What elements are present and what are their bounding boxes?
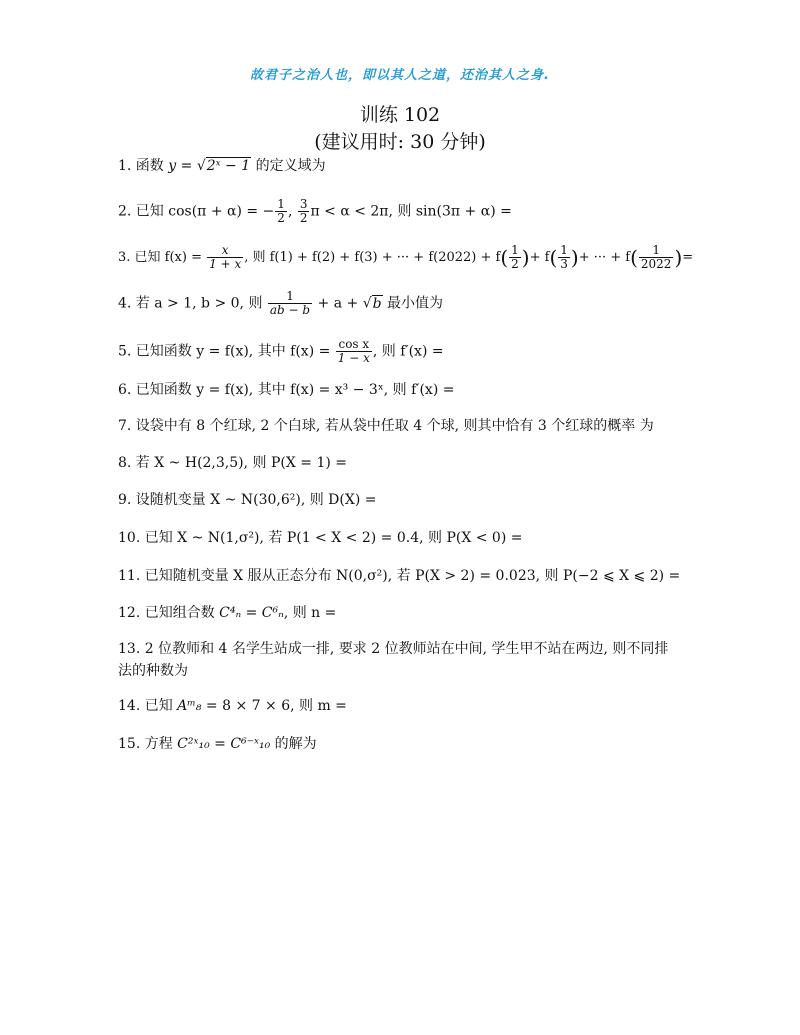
fraction: $\frac{1}{2}$ [511, 243, 519, 271]
question-text: , [287, 203, 297, 220]
fraction: $\frac{1}{ab - b}$ [269, 289, 311, 317]
page-subtitle: (建议用时: 30 分钟) [314, 131, 486, 153]
question-text: π < α < 2π, 则 sin(3π + α) = [310, 203, 512, 220]
question-text: 2. 已知 cos(π + α) = − [118, 203, 275, 220]
question-13: 13. 2 位教师和 4 名学生站成一排, 要求 2 位教师站在中间, 学生甲不站在两边, 则不同排法的种数为 [118, 641, 669, 679]
question-10: 10. 已知 X ~ N(1,σ²), 若 P(1 < X < 2) = 0.4, 则 P(X < 0) = [118, 530, 523, 546]
sqrt-radicand: 2ˣ − 1 [206, 158, 251, 174]
question-text: , 则 f(1) + f(2) + f(3) + ··· + f(2022) + f [244, 250, 501, 265]
question-7: 7. 设袋中有 8 个红球, 2 个白球, 若从袋中任取 4 个球, 则其中恰有 3 个红球的概率 为 [118, 418, 654, 434]
math-expr: C⁴ₙ = C⁶ₙ [219, 605, 284, 621]
question-15 [118, 734, 678, 754]
question-text: 的解为 [270, 736, 317, 752]
question-text: 12. 已知组合数 [118, 605, 220, 621]
fraction: $\frac{x}{1 + x}$ [209, 243, 242, 271]
question-9: 9. 设随机变量 X ~ N(30,6²), 则 D(X) = [118, 492, 377, 508]
question-text: 4. 若 a > 1, b > 0, 则 [118, 295, 267, 312]
question-8: 8. 若 X ~ H(2,3,5), 则 P(X = 1) = [118, 455, 347, 471]
question-2 [118, 198, 678, 225]
fraction: $\frac{\text{cos x}}{1 - x}$ [337, 337, 370, 365]
fraction: $\frac{3}{2}$ [299, 197, 308, 225]
question-text: 1. 函数 [118, 158, 169, 174]
fraction: $\frac{1}{2}$ [277, 197, 285, 225]
page-title: 训练 102 [359, 104, 441, 126]
math-expr: + ··· + f [578, 250, 631, 265]
question-4: 4. 若 a > 1, b > 0, 则 $\frac{1}{ab - b}$ + a + √b 最小值为 [118, 289, 444, 317]
question-text: 最小值为 [382, 295, 444, 312]
question-text: , 则 f′(x) = [372, 343, 444, 360]
question-text: 14. 已知 [118, 698, 178, 714]
header-motto: 故君子之治人也，即以其人之道，还治其人之身. [250, 68, 550, 83]
fraction: $\frac{1}{3}$ [560, 243, 568, 271]
question-text: 3. 已知 f(x) = [118, 250, 207, 265]
math-expr: y = [168, 158, 197, 174]
question-text: 的定义域为 [251, 158, 326, 174]
question-text: = [682, 250, 694, 265]
question-text: + a + [313, 295, 363, 312]
question-11: 11. 已知随机变量 X 服从正态分布 N(0,σ²), 若 P(X > 2) = 0.023, 则 P(−2 ⩽ X ⩽ 2) = [118, 568, 681, 584]
question-text: 5. 已知函数 y = f(x), 其中 f(x) = [118, 343, 335, 360]
question-text: = 8 × 7 × 6, 则 m = [201, 698, 347, 714]
question-5 [118, 338, 678, 365]
math-expr: C²ˣ₁₀ = C⁶⁻ˣ₁₀ [177, 736, 271, 752]
question-1: 1. 函数 y = √2ˣ − 1 的定义域为 [118, 158, 326, 174]
question-12 [118, 603, 678, 623]
fraction: $\frac{1}{2022}$ [640, 243, 672, 271]
math-expr: Aᵐ₈ [177, 698, 202, 714]
question-14 [118, 696, 678, 716]
sqrt-radicand: b [372, 295, 382, 312]
question-text: , 则 n = [283, 605, 337, 621]
question-3: 3. 已知 f(x) = $\frac{x}{1 + x}$ , 则 f(1) + f(2) + f(3) + ··· + f(2022) + f( $\frac{1}{2}$ )+ f( $\frac{1}{3}$ )+ ··· + f( $\frac{1}{2022}$ )= [118, 243, 694, 271]
question-text: 15. 方程 [118, 736, 178, 752]
question-6: 6. 已知函数 y = f(x), 其中 f(x) = x³ − 3ˣ, 则 f′(x) = [118, 382, 455, 398]
